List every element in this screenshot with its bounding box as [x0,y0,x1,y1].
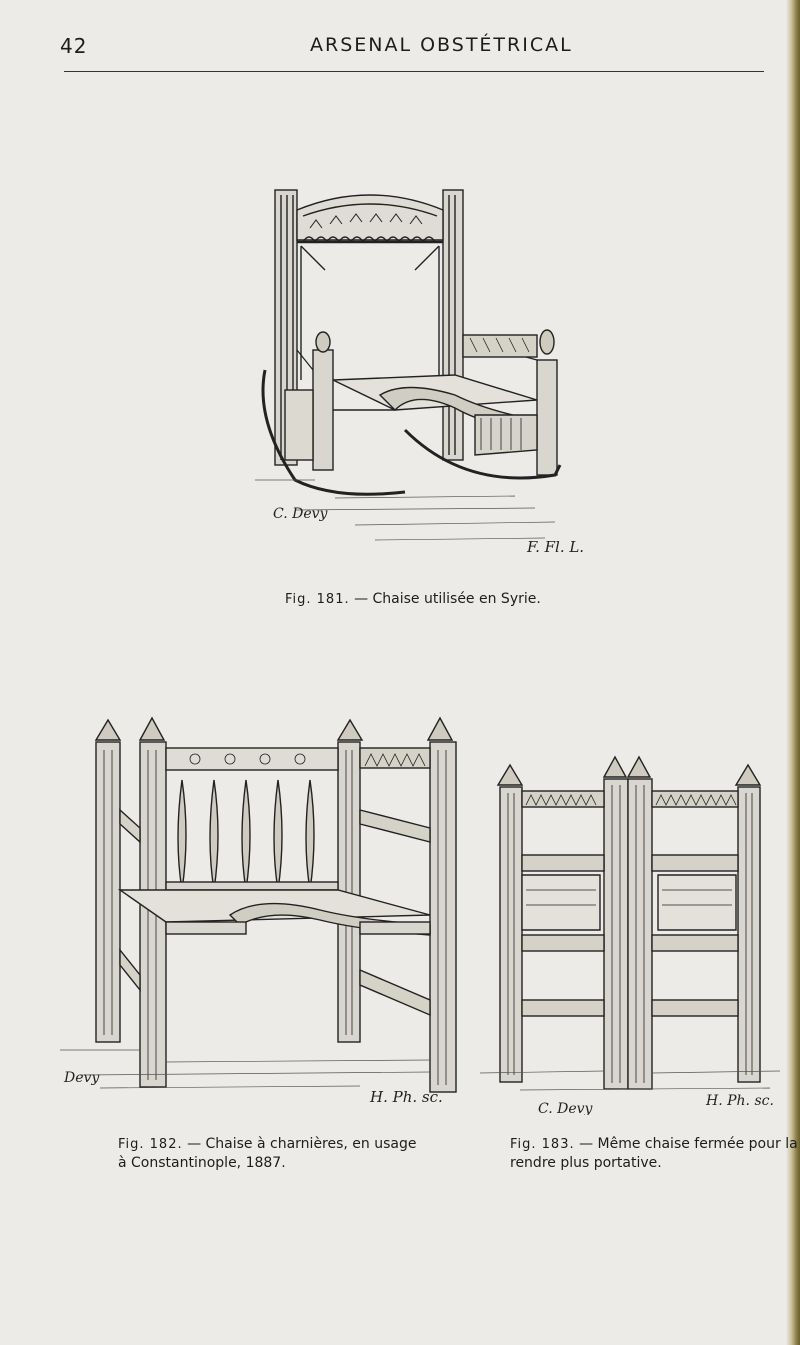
figure-181-caption [285,590,585,609]
figure-183-illustration [480,755,790,1115]
caption-text: — Chaise utilisée en Syrie. [354,591,541,607]
figure-181-illustration [255,180,590,580]
folded-chair-engraving [480,755,790,1115]
engraver-signature-left: C. Devy [273,506,328,522]
figure-label: Fig. 181. [285,592,350,607]
header-rule [64,71,764,72]
figure-182-caption [118,1135,418,1172]
engraver-signature-right: H. Ph. sc. [370,1088,443,1106]
syrian-chair-engraving [255,180,590,580]
figure-183-caption [510,1135,800,1172]
caption-text: — Chaise à charnières, en usage à Constantinople, 1887. [118,1136,417,1171]
page-number: 42 [60,34,88,58]
figure-label: Fig. 182. [118,1137,183,1152]
engraver-signature-left: Devy [64,1070,100,1086]
hinged-chair-engraving [60,710,470,1110]
figure-182-illustration [60,710,470,1110]
engraver-signature-left: C. Devy [538,1101,593,1115]
running-title: ARSENAL OBSTÉTRICAL [310,34,573,56]
engraver-signature-right: F. Fl. L. [527,538,585,556]
engraver-signature-right: H. Ph. sc. [706,1093,774,1109]
caption-text: — Même chaise fermée pour la rendre plus portative. [510,1136,798,1171]
figure-label: Fig. 183. [510,1137,575,1152]
page-header [60,34,770,64]
